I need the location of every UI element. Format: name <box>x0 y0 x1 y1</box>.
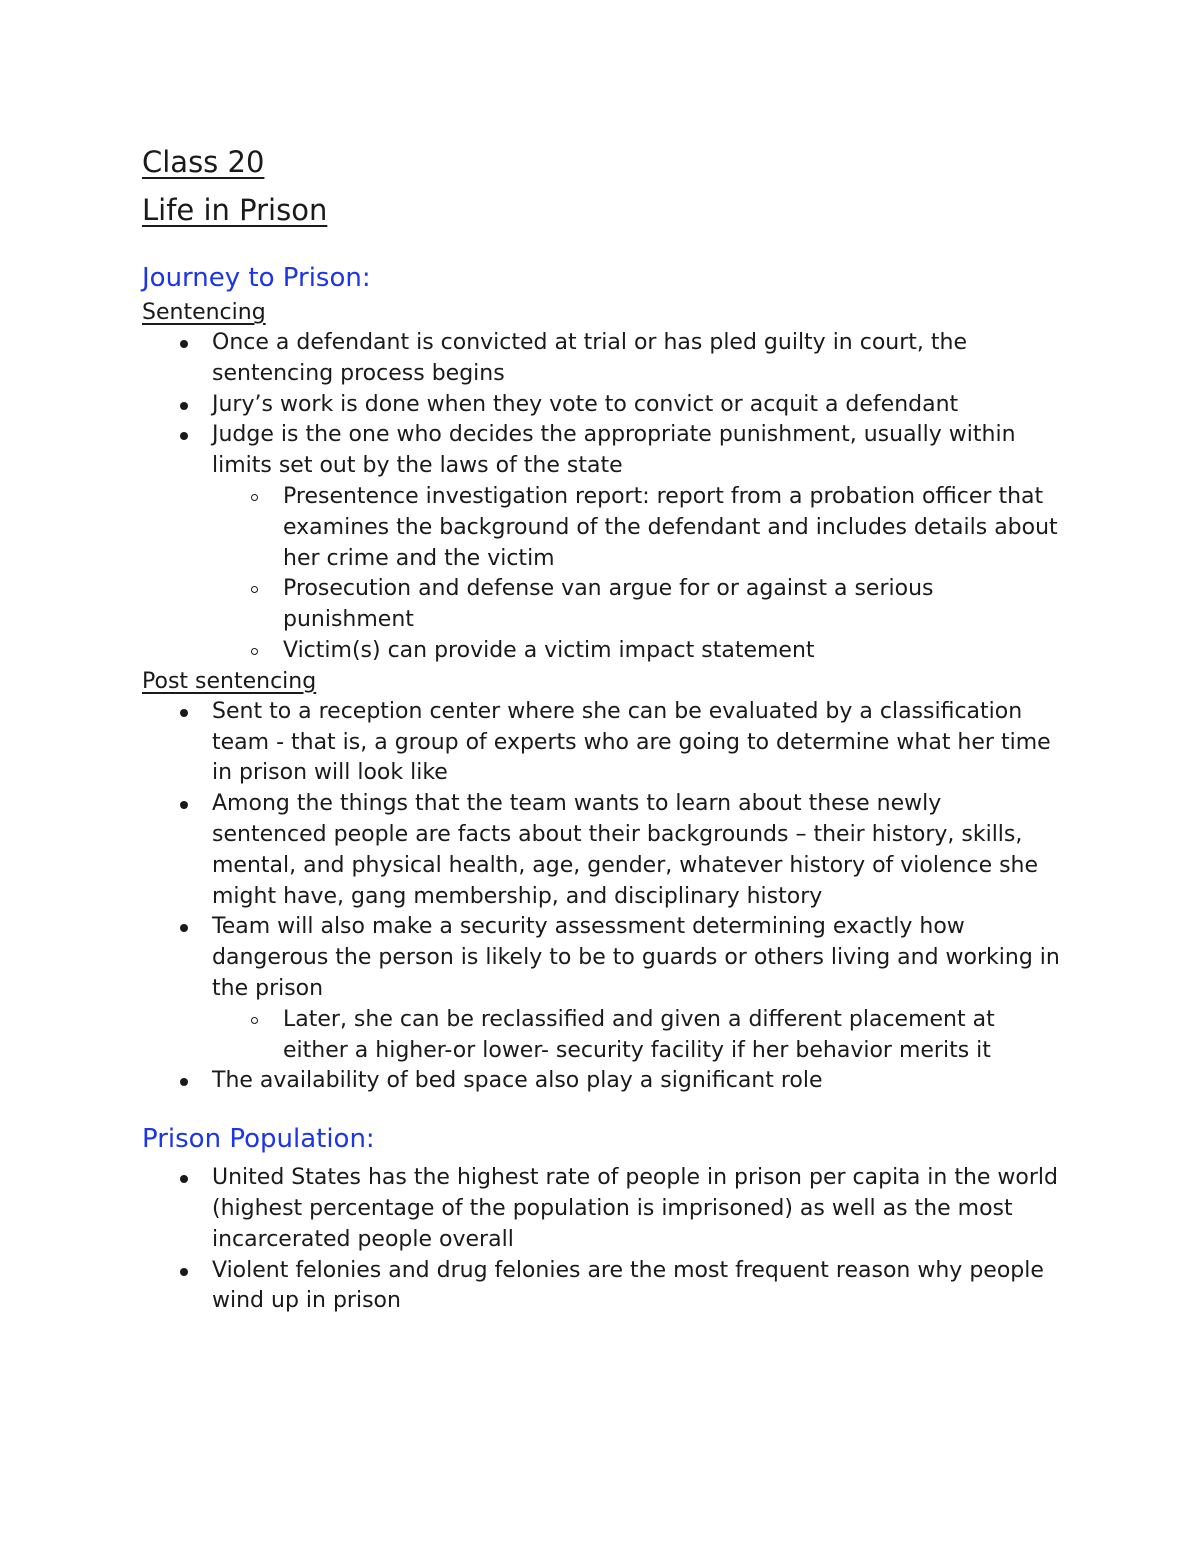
list-item-text: United States has the highest rate of people in prison per capita in the world (highest percentage of the population is imprisoned) as well as the most incarcerated people overall <box>212 1165 1059 1252</box>
post-sentencing-list <box>142 697 1062 1097</box>
subheading-post-sentencing: Post sentencing <box>142 668 317 694</box>
bullet-icon <box>180 709 188 717</box>
bullet-icon <box>180 402 188 410</box>
list-item <box>142 390 1062 421</box>
list-item <box>142 789 1062 912</box>
security-sublist <box>212 1005 1062 1067</box>
list-item <box>142 697 1062 789</box>
document-page <box>142 138 1062 1317</box>
sublist-item <box>212 1005 1062 1067</box>
list-item-text: Among the things that the team wants to learn about these newly sentenced people are facts about their backgrounds – their history, skills, mental, and physical health, age, gender, whatever history of violence she might have, gang membership, and disciplinary history <box>212 791 1039 909</box>
bullet-icon <box>180 801 188 809</box>
section-heading-journey: Journey to Prison: <box>142 263 371 293</box>
bullet-icon <box>180 432 188 440</box>
list-item-text: The availability of bed space also play a significant role <box>212 1068 823 1094</box>
hollow-bullet-icon <box>251 494 258 501</box>
hollow-bullet-icon <box>251 586 258 593</box>
section-heading-population: Prison Population: <box>142 1124 375 1155</box>
list-item-text: Violent felonies and drug felonies are the most frequent reason why people wind up in prison <box>212 1257 1044 1314</box>
list-item <box>142 328 1062 390</box>
list-item <box>142 1163 1062 1255</box>
list-item <box>142 1256 1062 1318</box>
sublist-item <box>212 574 1062 636</box>
list-item <box>142 420 1062 666</box>
sublist-item-text: Presentence investigation report: report from a probation officer that examines the background of the defendant and includes details about her crime and the victim <box>283 483 1058 571</box>
list-item <box>142 912 1062 1066</box>
subheading-sentencing: Sentencing <box>142 300 266 325</box>
list-item-text: Once a defendant is convicted at trial or has pled guilty in court, the sentencing process begins <box>212 330 968 386</box>
list-item <box>142 1066 1062 1097</box>
document-title-topic: Life in Prison <box>142 193 328 227</box>
bullet-icon <box>180 924 188 932</box>
population-list <box>142 1163 1062 1317</box>
bullet-icon <box>180 1175 188 1183</box>
bullet-icon <box>180 340 188 348</box>
list-item-text: Judge is the one who decides the appropriate punishment, usually within limits set out by the laws of the state <box>212 422 1016 479</box>
list-item-text: Sent to a reception center where she can be evaluated by a classification team - that is, a group of experts who are going to determine what her time in prison will look like <box>212 698 1051 786</box>
sublist-item <box>212 636 1062 667</box>
bullet-icon <box>180 1078 188 1086</box>
sublist-item-text: Victim(s) can provide a victim impact statement <box>283 637 815 663</box>
hollow-bullet-icon <box>251 648 258 655</box>
sublist-item <box>212 482 1062 574</box>
judge-sublist <box>212 482 1062 667</box>
sublist-item-text: Prosecution and defense van argue for or against a serious punishment <box>283 576 934 633</box>
document-title-class: Class 20 <box>142 145 265 179</box>
sublist-item-text: Later, she can be reclassified and given a different placement at either a higher-or lower- security facility if her behavior merits it <box>283 1006 995 1063</box>
bullet-icon <box>180 1268 188 1276</box>
hollow-bullet-icon <box>251 1017 258 1024</box>
list-item-text: Team will also make a security assessment determining exactly how dangerous the person is likely to be to guards or others living and working in the prison <box>212 914 1060 1001</box>
list-item-text: Jury’s work is done when they vote to convict or acquit a defendant <box>212 391 959 417</box>
sentencing-list <box>142 328 1062 667</box>
